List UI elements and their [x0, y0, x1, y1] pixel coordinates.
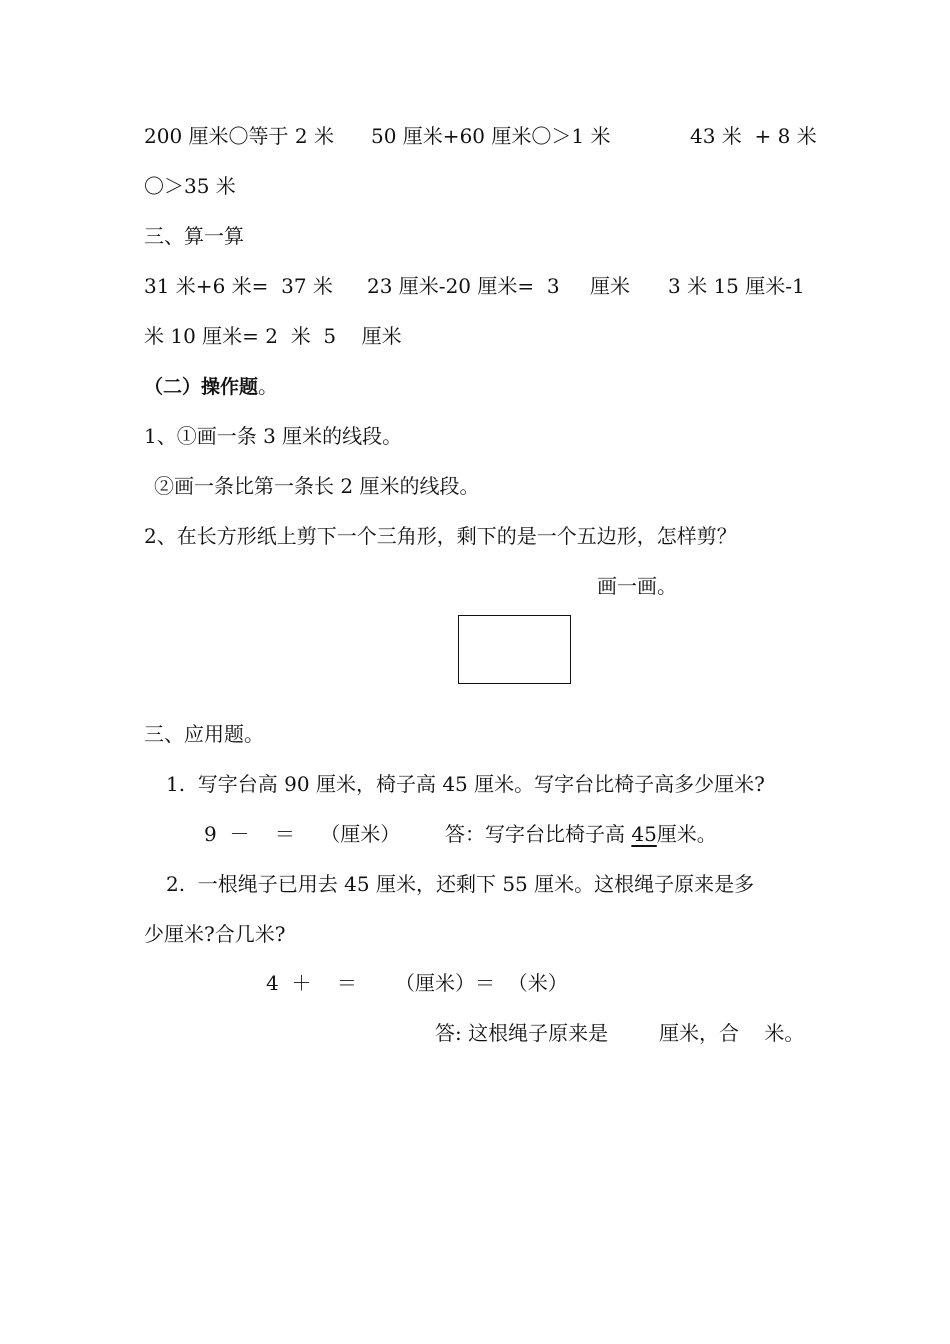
problem-1-formula: 9 － ＝ （厘米）	[204, 822, 401, 846]
section-title-operate-end: 。	[258, 374, 279, 398]
problem-2-formula: 4 ＋ ＝ （厘米）＝ （米）	[266, 971, 568, 995]
comparison-b: 50 厘米+60 厘米〇＞1 米	[371, 124, 611, 148]
question-1b: ②画一条比第一条长 2 厘米的线段。	[154, 474, 480, 498]
calc-a: 31 米+6 米= 37 米	[144, 274, 333, 298]
problem-1-answer	[445, 821, 717, 847]
comparison-a: 200 厘米〇等于 2 米	[144, 124, 334, 148]
section-title-operate	[144, 373, 278, 400]
calc-b-unit: 厘米	[590, 274, 630, 298]
comparison-c: 43 米 + 8 米	[690, 124, 817, 148]
problem-1-answer-prefix: 答：写字台比椅子高	[445, 822, 625, 846]
section-title-apply: 三、应用题。	[144, 722, 264, 746]
section-title-operate-text: （二）操作题	[144, 376, 259, 398]
problem-2-question-line2: 少厘米?合几米?	[144, 922, 286, 946]
section-title-calc: 三、算一算	[144, 224, 244, 248]
problem-1-question: 1. 写字台高 90 厘米，椅子高 45 厘米。写字台比椅子高多少厘米?	[166, 772, 765, 796]
comparison-continued: 〇＞35 米	[144, 174, 236, 198]
question-2: 2、在长方形纸上剪下一个三角形，剩下的是一个五边形，怎样剪？	[144, 524, 737, 548]
calc-c: 3 米 15 厘米-1	[668, 274, 805, 298]
calc-b: 23 厘米-20 厘米= 3	[367, 274, 560, 298]
problem-1-answer-value: 45	[631, 822, 657, 846]
question-1a: 1、①画一条 3 厘米的线段。	[144, 424, 403, 448]
rectangle-paper	[458, 615, 571, 684]
problem-2-question-line1: 2. 一根绳子已用去 45 厘米，还剩下 55 厘米。这根绳子原来是多	[166, 872, 755, 896]
calc-continued: 米 10 厘米= 2 米 5 厘米	[144, 324, 402, 348]
problem-1-answer-suffix: 厘米。	[656, 822, 717, 846]
problem-2-answer: 答: 这根绳子原来是 厘米，合 米。	[435, 1021, 805, 1045]
question-2-hint: 画一画。	[597, 574, 677, 598]
